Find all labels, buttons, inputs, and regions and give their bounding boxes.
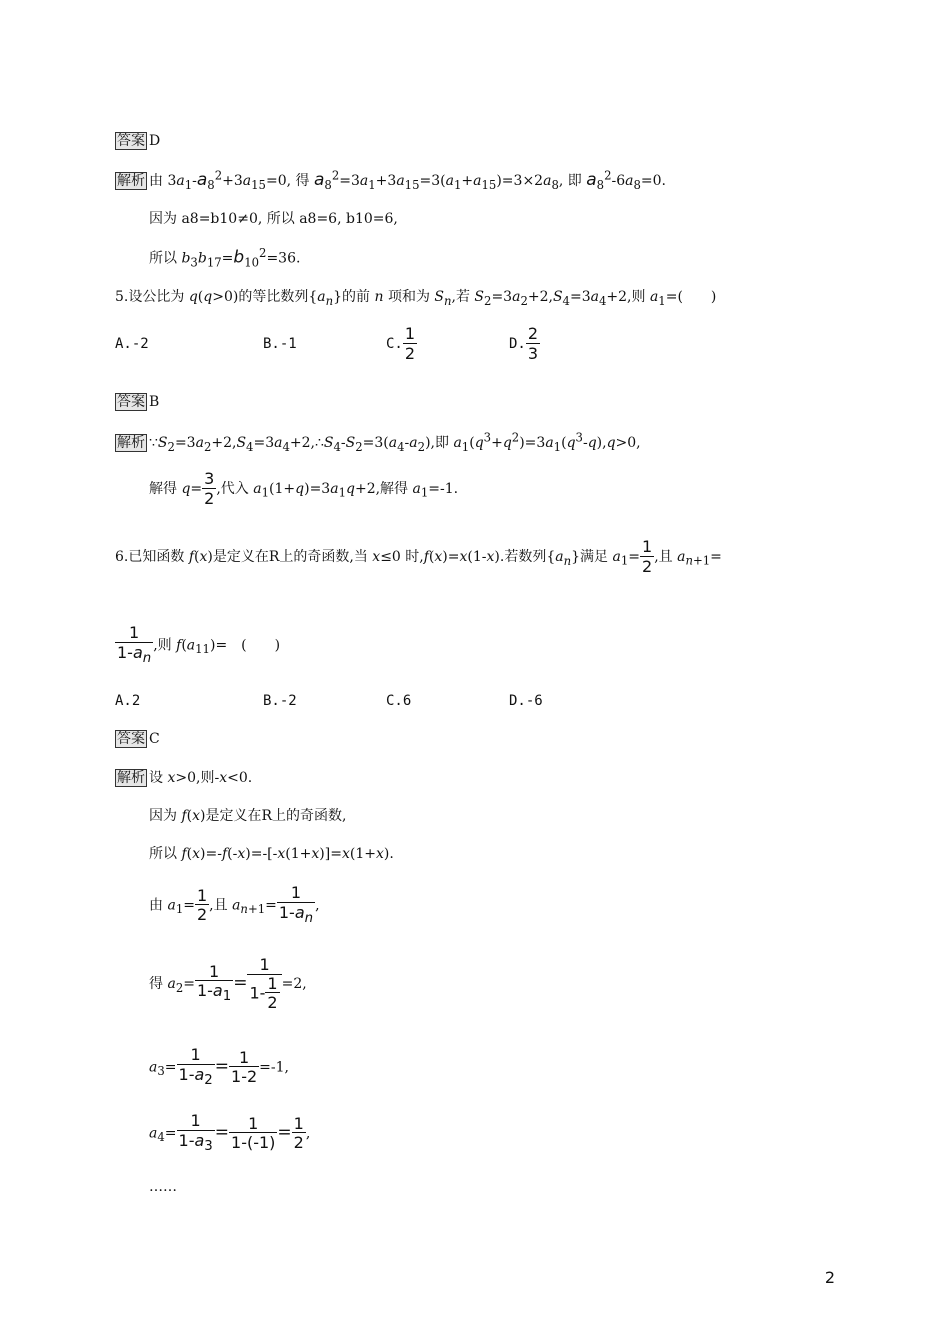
q6-analysis-line-3: 所以 f(x)=-f(-x)=-[-x(1+x)]=x(1+x). (149, 846, 394, 862)
q5-analysis-line-1 (115, 432, 641, 453)
q6-stem-continued: $\frac{1}{1-a_n}$ ,则 $f(a_{11})=$ ( ) (117, 623, 281, 666)
q6-analysis-line-4: 由 $a_1=$ $\frac{1}{2}$ ,且 $a_{n+1}=$ $\frac{1}{1-a_n}$ , (149, 883, 320, 926)
q5-analysis-line-2: 解得 q= $\frac{3}{2}$ ,代入 $a_1(1+q)=3a_1q+2$,解得 $a_1=-1$. (149, 469, 459, 508)
q6-ellipsis: …… (149, 1179, 177, 1195)
q4-answer-value: D (149, 133, 161, 149)
q4-answer-line (115, 132, 160, 150)
q6-analysis-line-6: $a_3=$ $\frac{1}{1-a_2}$ = $\frac{1}{1-2}$ =-1, (149, 1045, 289, 1088)
q6-answer-value: C (149, 731, 160, 747)
q6-analysis-line-7: $a_4=$ $\frac{1}{1-a_3}$ = $\frac{1}{1-(-1)}$ = $\frac{1}{2}$ , (149, 1111, 311, 1154)
q5-answer-value: B (149, 394, 160, 410)
q4-analysis-line-1 (115, 170, 666, 191)
analysis-tag: 解析 (117, 770, 145, 786)
answer-tag: 答案 (117, 133, 145, 149)
q5-option-d: D. $\frac{2}{3}$ (509, 324, 539, 363)
q6-analysis-line-5: 得 $a_2=$ $\frac{1}{1-a_1}$ = 1 1- $\frac{1}{2}$ =2, (149, 955, 307, 1013)
q5-option-a: A.-2 (115, 336, 149, 352)
q4-analysis-text-1: 由 $3a_1-a_8^2+3a_{15}=0$, 得 $a_8^2=3a_1+3a_{15}=3(a_1+a_{15})=3\times 2a_8$, 即 $a_8^2-6a_8=0$. (149, 168, 667, 192)
q5-analysis-text-1: $\because S_2=3a_2+2,S_4=3a_4+2,\therefore S_4-S_2=3(a_4-a_2)$,即 $a_1(q^3+q^2)=3a_1(q^3-q),q>0$, (149, 430, 641, 454)
q5-stem: 5.设公比为 q(q>0)的等比数列$\{a_n\}$的前 n 项和为 $S_n$,若 $S_2=3a_2+2,S_4=3a_4+2$,则 $a_1=$( ) (115, 289, 717, 308)
page-number: 2 (824, 1268, 835, 1287)
q4-analysis-line-2: 因为 a8=b10≠0, 所以 a8=6, b10=6, (149, 211, 398, 227)
q6-analysis-line-1 (115, 769, 252, 787)
q6-stem: 6.已知函数 f(x)是定义在R上的奇函数,当 x≤0 时,f(x)=x(1-x).若数列$\{a_n\}$满足 $a_1=$ $\frac{1}{2}$ ,且 $a_{n+1}=$ (115, 537, 722, 576)
q4-analysis-line-3: 所以 $b_3b_{17}=b_{10}^2=36$. (149, 246, 301, 270)
q6-analysis-text-1: 设 x>0,则-x<0. (149, 770, 253, 786)
q6-option-d: D.-6 (509, 693, 543, 709)
q6-option-b: B.-2 (263, 693, 297, 709)
q6-option-a: A.2 (115, 693, 141, 709)
answer-tag: 答案 (117, 394, 145, 410)
q5-answer-line (115, 393, 159, 411)
q6-option-c: C.6 (386, 693, 412, 709)
q6-analysis-line-2: 因为 f(x)是定义在R上的奇函数, (149, 808, 347, 824)
analysis-tag: 解析 (117, 434, 145, 451)
analysis-tag: 解析 (117, 172, 145, 189)
answer-tag: 答案 (117, 731, 145, 747)
q5-option-c: C. $\frac{1}{2}$ (386, 324, 416, 363)
q6-answer-line (115, 730, 160, 748)
q5-option-b: B.-1 (263, 336, 297, 352)
